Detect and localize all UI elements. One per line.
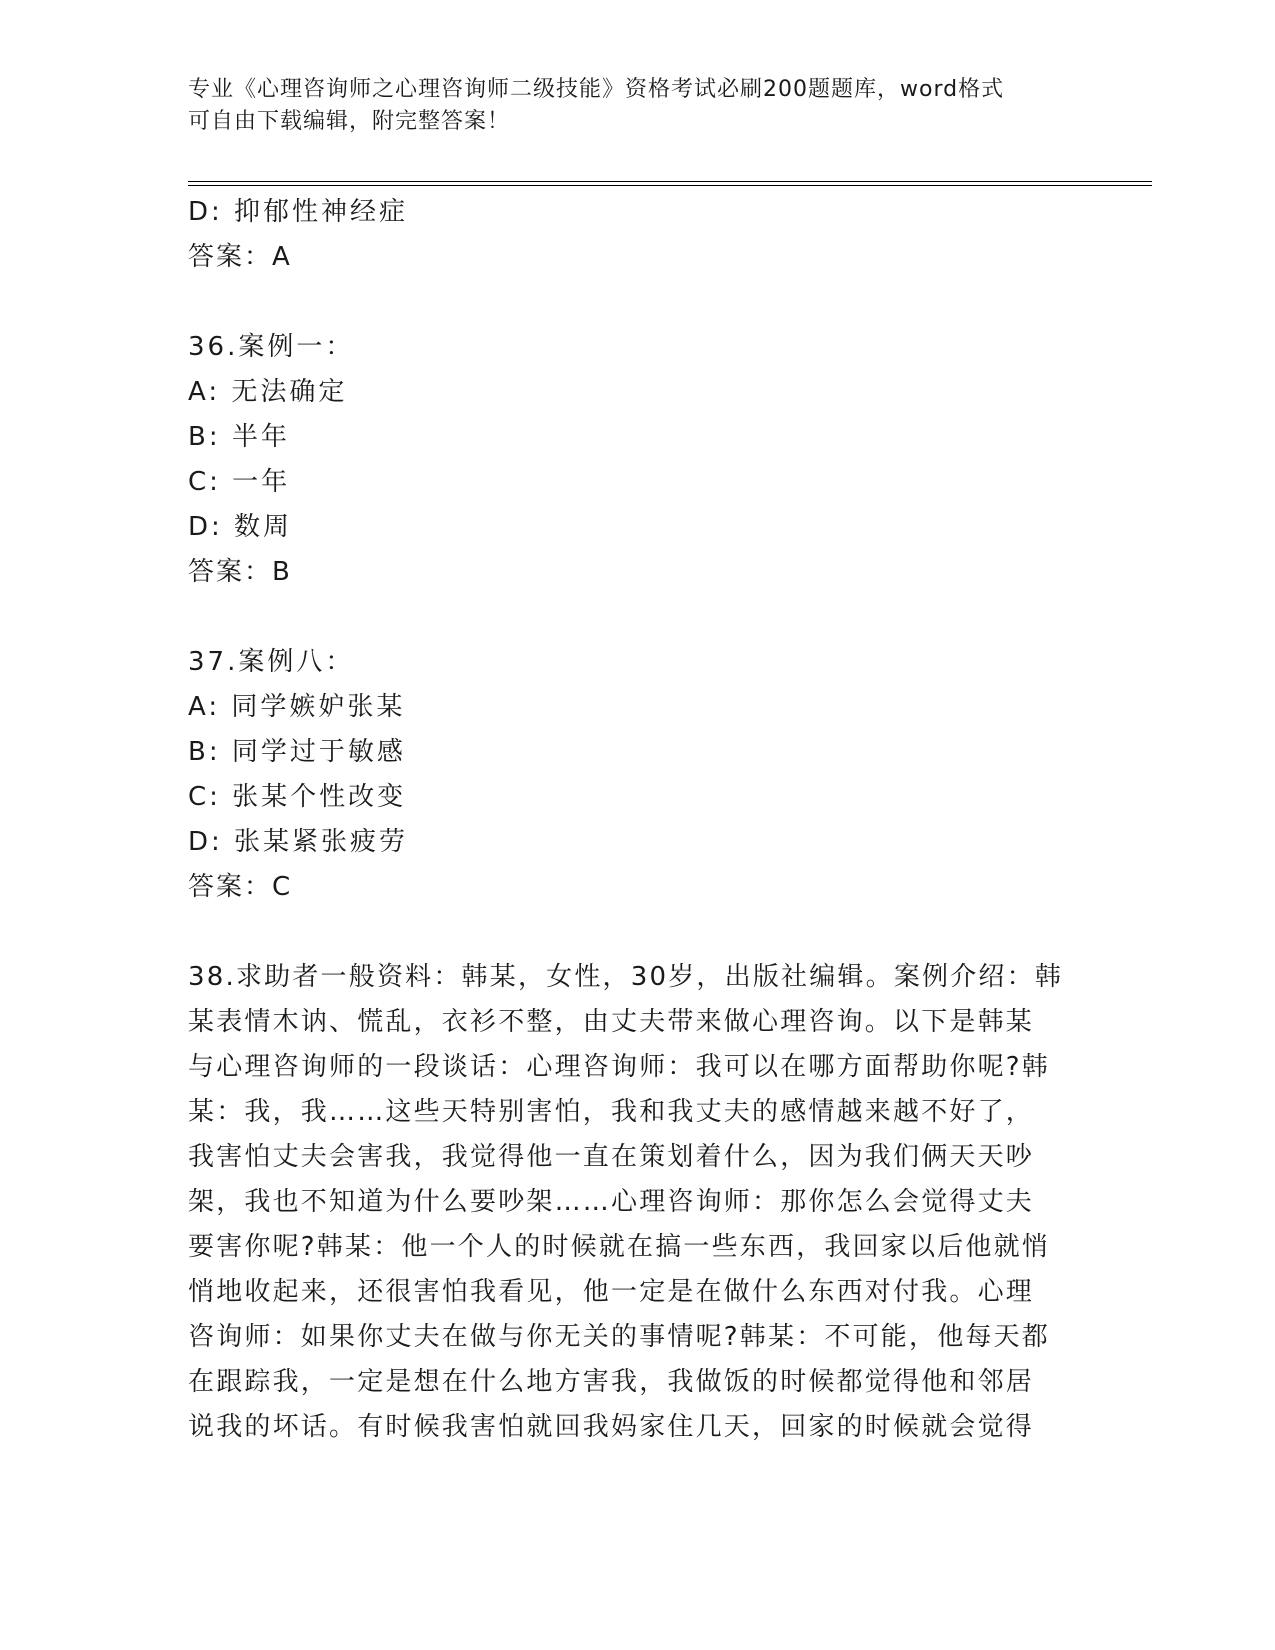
question-text-line: 与心理咨询师的一段谈话：心理咨询师：我可以在哪方面帮助你呢?韩 (188, 1052, 1051, 1082)
question-text-line: 38.求助者一般资料：韩某，女性，30岁，出版社编辑。案例介绍：韩 (188, 962, 1064, 992)
question-text-line: 我害怕丈夫会害我，我觉得他一直在策划着什么，因为我们俩天天吵 (188, 1142, 1035, 1172)
question-text-line: 在跟踪我，一定是想在什么地方害我，我做饭的时候都觉得他和邻居 (188, 1367, 1035, 1397)
question-text-line: 架，我也不知道为什么要吵架……心理咨询师：那你怎么会觉得丈夫 (188, 1187, 1035, 1217)
question-text-line: 某：我，我……这些天特别害怕，我和我丈夫的感情越来越不好了， (188, 1097, 1035, 1127)
question-block-35 (188, 190, 1088, 280)
option-b: B: 半年 (188, 422, 290, 452)
header-divider-bottom (188, 185, 1152, 186)
option-a: A: 同学嫉妒张某 (188, 692, 406, 722)
spacer (188, 910, 1088, 955)
option-a: A: 无法确定 (188, 377, 348, 407)
option-c: C: 一年 (188, 467, 291, 497)
spacer (188, 280, 1088, 325)
question-text: 37.案例八： (188, 647, 355, 677)
option-d: D: 抑郁性神经症 (188, 197, 409, 227)
answer-label: 答案：B (188, 557, 292, 587)
question-text-line: 说我的坏话。有时候我害怕就回我妈家住几天，回家的时候就会觉得 (188, 1412, 1035, 1442)
question-text-line: 某表情木讷、慌乱，衣衫不整，由丈夫带来做心理咨询。以下是韩某 (188, 1007, 1035, 1037)
header-line-2: 可自由下载编辑，附完整答案！ (188, 109, 511, 134)
question-text-line: 要害你呢?韩某：他一个人的时候就在搞一些东西，我回家以后他就悄 (188, 1232, 1051, 1262)
page-content (188, 190, 1088, 1450)
option-b: B: 同学过于敏感 (188, 737, 406, 767)
option-d: D: 数周 (188, 512, 293, 542)
document-header (188, 74, 1068, 138)
header-divider-top (188, 181, 1152, 182)
question-text: 36.案例一： (188, 332, 355, 362)
question-block-37 (188, 640, 1088, 910)
question-text-line: 咨询师：如果你丈夫在做与你无关的事情呢?韩某：不可能，他每天都 (188, 1322, 1051, 1352)
option-d: D: 张某紧张疲劳 (188, 827, 409, 857)
answer-label: 答案：C (188, 872, 293, 902)
header-line-1: 专业《心理咨询师之心理咨询师二级技能》资格考试必刷200题题库，word格式 (188, 77, 1005, 102)
option-c: C: 张某个性改变 (188, 782, 407, 812)
spacer (188, 595, 1088, 640)
question-block-38 (188, 955, 1088, 1450)
question-text-line: 悄地收起来，还很害怕我看见，他一定是在做什么东西对付我。心理 (188, 1277, 1035, 1307)
answer-label: 答案：A (188, 242, 292, 272)
question-block-36 (188, 325, 1088, 595)
